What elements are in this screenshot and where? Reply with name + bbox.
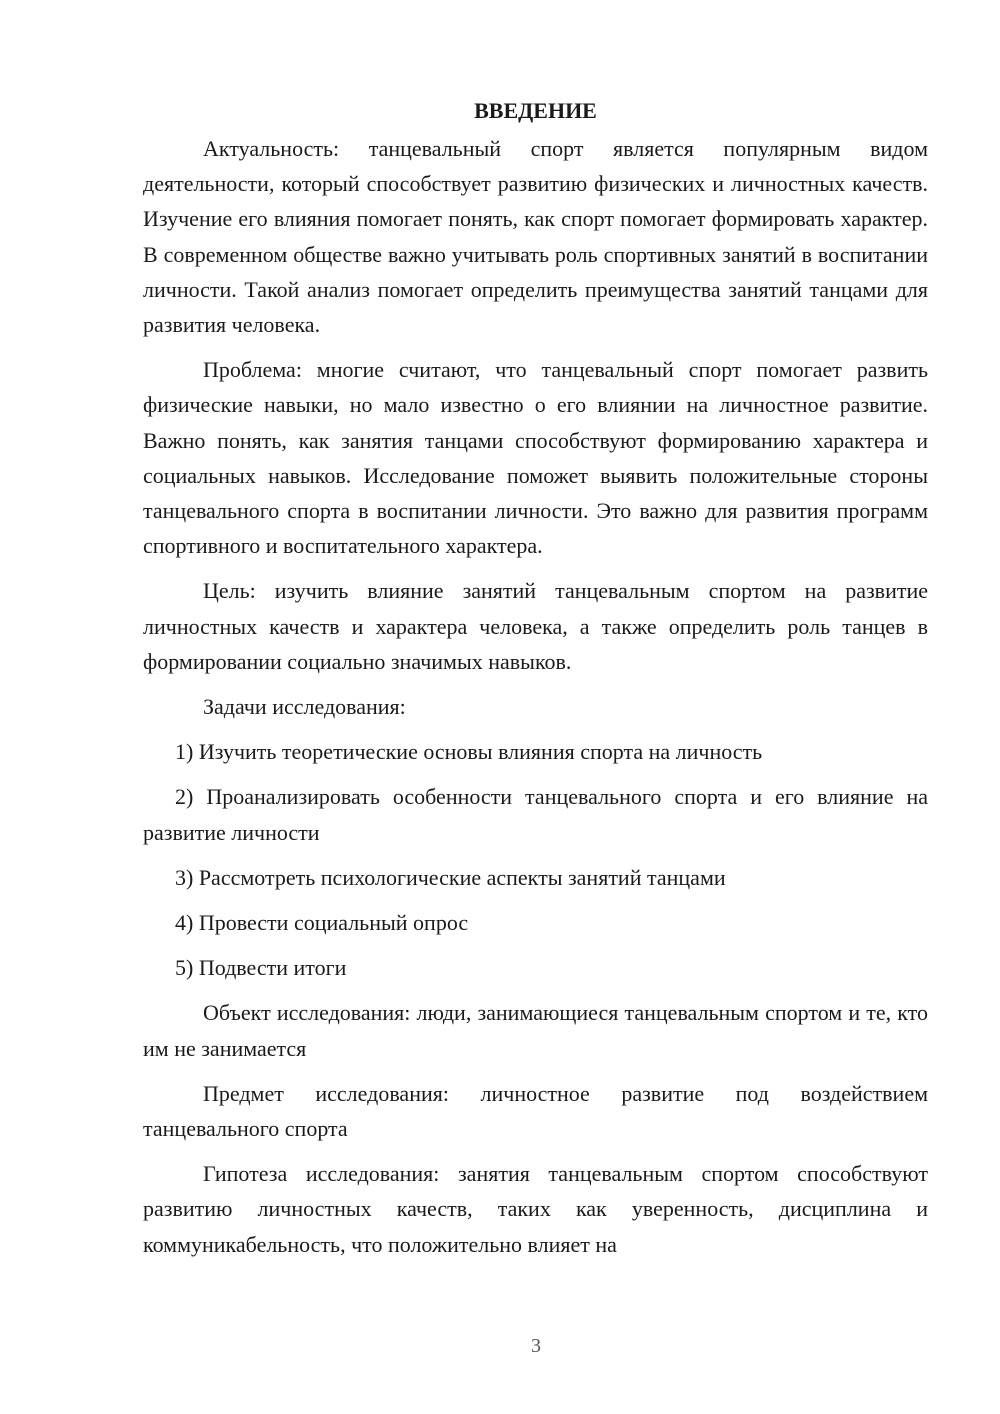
object-paragraph: Объект исследования: люди, занимающиеся танцевальным спортом и те, кто им не занимается <box>143 1000 928 1061</box>
problem-paragraph: Проблема: многие считают, что танцевальный спорт помогает развить физические навыки, но мало известно о его влиянии на личностное развитие. Важно понять, как занятия танцами способствуют формированию характера и социальных навыков. Исследование поможет выявить положительные стороны танцевального спорта в воспитании личности. Это важно для развития программ спортивного и воспитательного характера. <box>143 357 928 559</box>
subject-paragraph: Предмет исследования: личностное развитие под воздействием танцевального спорта <box>143 1080 928 1142</box>
task-item-3: 3) Рассмотреть психологические аспекты занятий танцами <box>175 864 726 890</box>
page-number: 3 <box>531 1335 541 1357</box>
task-item-2: 2) Проанализировать особенности танцевального спорта и его влияние на развитие личности <box>143 784 928 845</box>
task-item-4: 4) Провести социальный опрос <box>175 910 469 936</box>
task-item-5: 5) Подвести итоги <box>175 955 347 981</box>
relevance-paragraph: Актуальность: танцевальный спорт является популярным видом деятельности, который способствует развитию физических и личностных качеств. Изучение его влияния помогает понять, как спорт помогает формировать характер. В современном обществе важно учитывать роль спортивных занятий в воспитании личности. Такой анализ помогает определить преимущества занятий танцами для развития человека. <box>143 136 928 338</box>
section-heading: ВВЕДЕНИЕ <box>474 98 597 123</box>
tasks-heading: Задачи исследования: <box>203 694 406 720</box>
goal-paragraph: Цель: изучить влияние занятий танцевальным спортом на развитие личностных качеств и характера человека, а также определить роль танцев в формировании социально значимых навыков. <box>143 578 928 674</box>
page-content <box>143 95 928 1272</box>
task-item-1: 1) Изучить теоретические основы влияния спорта на личность <box>175 739 763 765</box>
hypothesis-paragraph: Гипотеза исследования: занятия танцевальным спортом способствуют развитию личностных качеств, таких как уверенность, дисциплина и коммуникабельность, что положительно влияет на <box>143 1161 928 1257</box>
